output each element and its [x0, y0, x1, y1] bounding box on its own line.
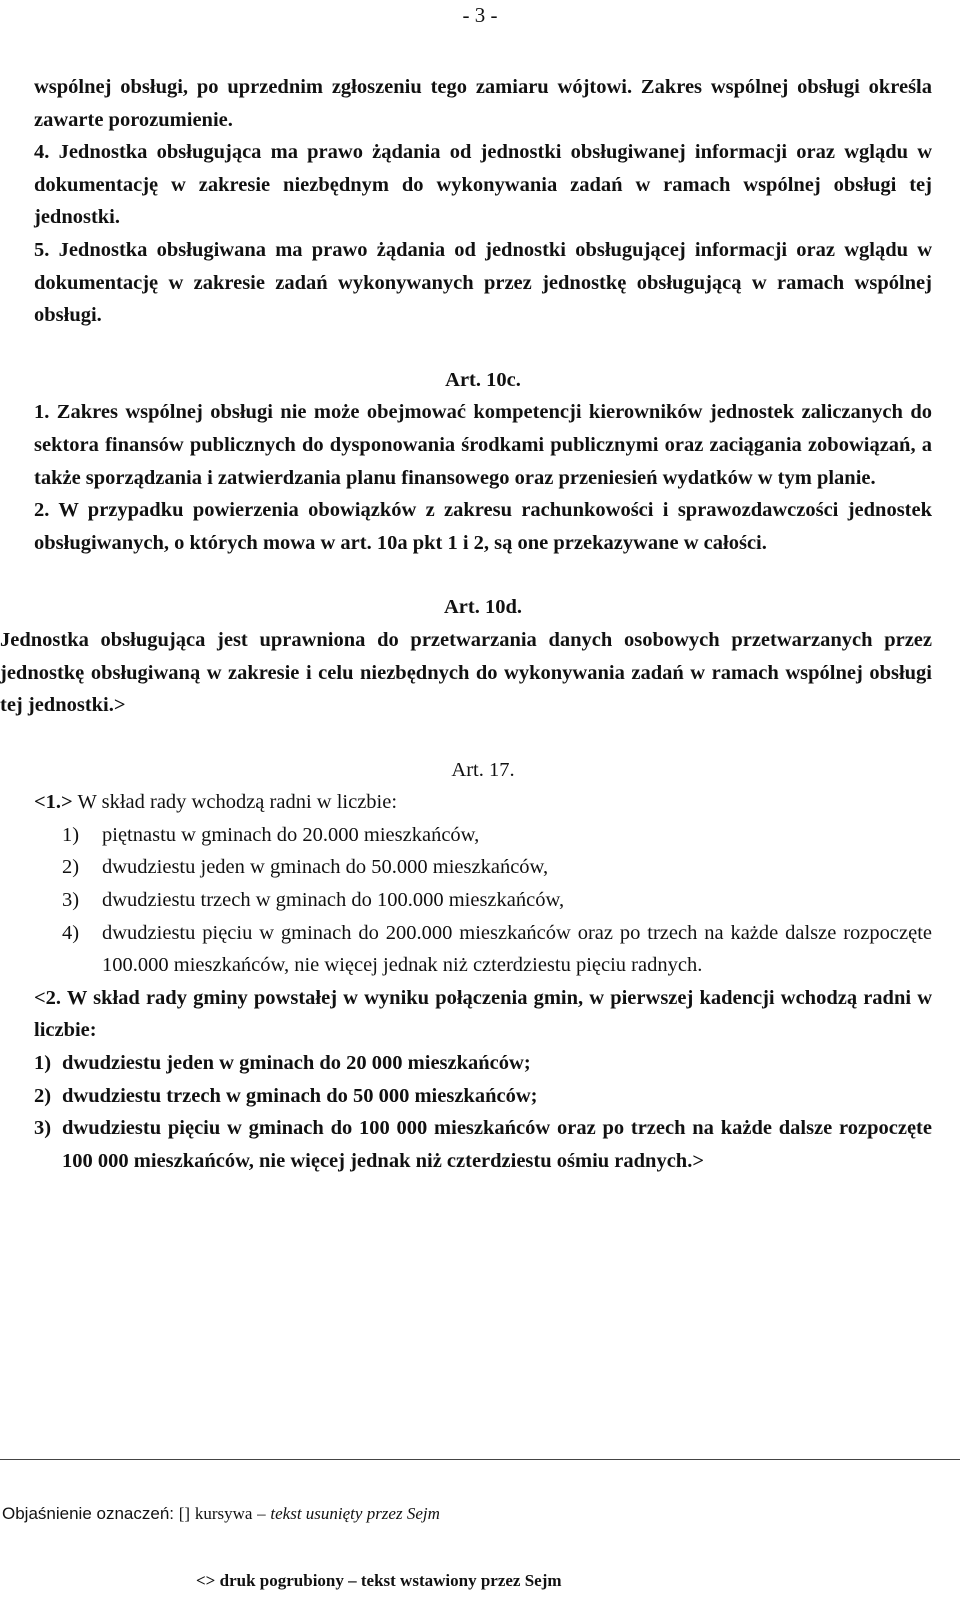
list-item	[34, 1112, 932, 1177]
page-number: - 3 -	[462, 3, 498, 27]
list-item	[34, 884, 932, 917]
legend-brackets: []	[178, 1504, 191, 1523]
list-item-text: piętnastu w gminach do 20.000 mieszkańców,	[102, 823, 480, 846]
list-item	[34, 1080, 932, 1113]
art10b-para5: 5. Jednostka obsługiwana ma prawo żądania od jednostki obsługującej informacji oraz wglądu w dokumentację w zakresie zadań wykonywanych przez jednostkę obsługującą w ramach wspólnej obsługi.	[34, 238, 932, 327]
list-item-number: 2)	[62, 856, 80, 879]
list-item-number: 3)	[34, 1117, 52, 1140]
list-item-number: 3)	[62, 889, 80, 912]
list-item-number: 1)	[34, 1052, 52, 1075]
art17-para1-text: W skład rady wchodzą radni w liczbie:	[72, 791, 398, 814]
legend-line-1	[2, 1503, 440, 1525]
legend-label: Objaśnienie oznaczeń:	[2, 1504, 175, 1523]
spacer	[34, 722, 932, 754]
legend-line-2: <> druk pogrubiony – tekst wstawiony przez Sejm	[196, 1571, 562, 1590]
art17-para2-text: W skład rady gminy powstałej w wyniku połączenia gmin, w pierwszej kadencji wchodzą radni w liczbie:	[34, 986, 932, 1042]
art17-heading: Art. 17.	[451, 758, 515, 781]
list-item	[34, 819, 932, 852]
footer-divider	[0, 1459, 960, 1460]
list-item-number: 4)	[62, 921, 80, 944]
list-item	[34, 851, 932, 884]
legend-kursywa: kursywa	[194, 1504, 253, 1523]
art10b-para3-tail: wspólnej obsługi, po uprzednim zgłoszeniu tego zamiaru wójtowi. Zakres wspólnej obsługi określa zawarte porozumienie.	[34, 76, 932, 131]
spacer	[34, 332, 932, 364]
art17-para1-marker: <1.>	[34, 791, 73, 814]
art10d-para: Jednostka obsługująca jest uprawniona do przetwarzania danych osobowych przetwarzanych przez jednostkę obsługiwaną w zakresie i celu niezbędnych do wykonywania zadań w ramach wspólnej obsługi tej jednostki.>	[0, 628, 932, 717]
art10c-heading: Art. 10c.	[445, 368, 521, 391]
legend-dash: –	[257, 1504, 266, 1523]
list-item-number: 1)	[62, 823, 80, 846]
list-item-text: dwudziestu jeden w gminach do 20 000 mieszkańców;	[62, 1052, 531, 1075]
spacer	[34, 559, 932, 591]
art10b-para4: 4. Jednostka obsługująca ma prawo żądania od jednostki obsługiwanej informacji oraz wglądu w dokumentację w zakresie niezbędnym do wykonywania zadań w ramach wspólnej obsługi tej jednostki.	[34, 141, 932, 229]
art17-para1	[34, 786, 932, 819]
list-item-text: dwudziestu trzech w gminach do 100.000 mieszkańców,	[102, 889, 565, 912]
document-body	[0, 71, 932, 1177]
art17-para2-marker: <2.	[34, 986, 62, 1009]
list-item-text: dwudziestu pięciu w gminach do 200.000 mieszkańców oraz po trzech na każde dalsze rozpoczęte 100.000 mieszkańców, nie więcej jednak niż czterdziestu pięciu radnych.	[102, 921, 932, 977]
list-item	[34, 1047, 932, 1080]
list-item-text: dwudziestu pięciu w gminach do 100 000 mieszkańców oraz po trzech na każde dalsze rozpoczęte 100 000 mieszkańców, nie więcej jednak niż czterdziestu ośmiu radnych.>	[62, 1117, 932, 1172]
legend-deleted-text: tekst usunięty przez Sejm	[270, 1504, 440, 1523]
list-item-text: dwudziestu jeden w gminach do 50.000 mieszkańców,	[102, 856, 549, 879]
list-item	[34, 917, 932, 982]
art10d-heading: Art. 10d.	[443, 596, 522, 619]
art10c-para1: 1. Zakres wspólnej obsługi nie może obejmować kompetencji kierowników jednostek zaliczanych do sektora finansów publicznych do dysponowania środkami publicznymi oraz zaciągania zobowiązań, a także sporządzania i zatwierdzania planu finansowego oraz przeniesień wydatków w tym planie.	[34, 401, 932, 489]
art17-para2	[34, 982, 932, 1047]
art10c-para2: 2. W przypadku powierzenia obowiązków z zakresu rachunkowości i sprawozdawczości jednostek obsługiwanych, o których mowa w art. 10a pkt 1 i 2, są one przekazywane w całości.	[34, 499, 932, 554]
list-item-number: 2)	[34, 1084, 52, 1107]
list-item-text: dwudziestu trzech w gminach do 50 000 mieszkańców;	[62, 1084, 538, 1107]
